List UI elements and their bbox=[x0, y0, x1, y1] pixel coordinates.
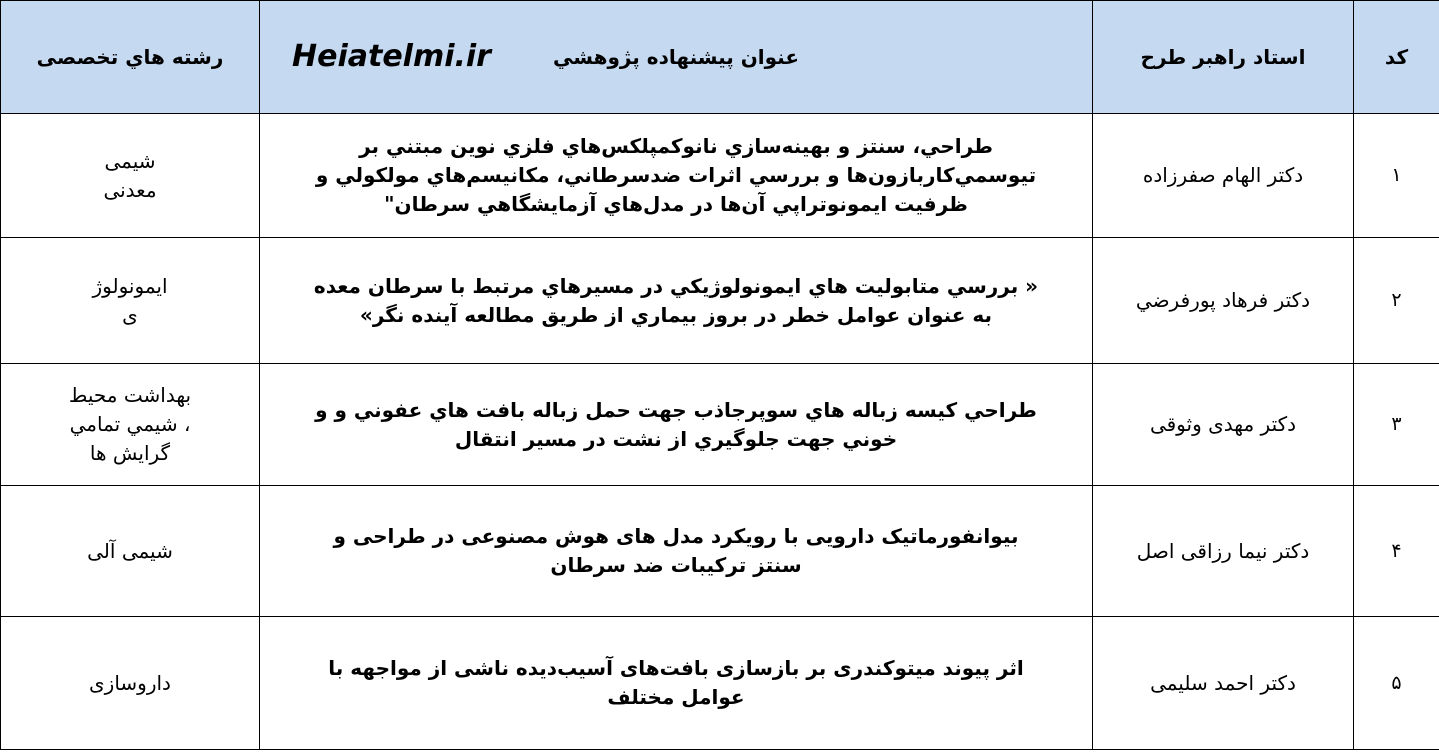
row-field-line: ی bbox=[122, 302, 138, 327]
row-title-line: ظرفيت ايمونوتراپي آن‌ها در مدل‌هاي آزمايشگاهي سرطان" bbox=[384, 192, 968, 216]
row-title-line: خوني جهت جلوگيري از نشت در مسير انتقال bbox=[454, 426, 898, 451]
row-code: ۳ bbox=[1354, 364, 1439, 486]
row-field bbox=[1, 486, 260, 617]
row-code: ۱ bbox=[1354, 114, 1439, 238]
row-field-line: شیمی bbox=[104, 148, 156, 173]
row-field-line: داروسازی bbox=[89, 670, 171, 695]
row-title-line: عوامل مختلف bbox=[607, 685, 745, 709]
row-supervisor: دکتر احمد سلیمی bbox=[1093, 617, 1354, 750]
table-row bbox=[1, 114, 1439, 238]
row-field bbox=[1, 114, 260, 238]
row-title bbox=[260, 486, 1093, 617]
row-title bbox=[260, 238, 1093, 364]
row-field bbox=[1, 364, 260, 486]
row-title-line: به عنوان عوامل خطر در بروز بيماري از طريق مطالعه آينده نگر» bbox=[359, 302, 993, 327]
row-field-line: ، شيمي تمامي bbox=[69, 412, 191, 436]
row-field-line: معدنی bbox=[103, 177, 157, 202]
header-field: رشته هاي تخصصی bbox=[1, 1, 260, 114]
header-title-cell bbox=[260, 1, 1093, 114]
row-title-line: تيوسمي‌کاربازون‌ها و بررسي اثرات ضدسرطاني، مکانيسم‌هاي مولکولي و bbox=[315, 163, 1037, 187]
row-code: ۲ bbox=[1354, 238, 1439, 364]
row-title bbox=[260, 617, 1093, 750]
header-row bbox=[1, 1, 1439, 114]
row-title bbox=[260, 364, 1093, 486]
header-supervisor: استاد راهبر طرح bbox=[1093, 1, 1354, 114]
row-field-line: ایمونولوژ bbox=[92, 273, 168, 298]
row-title bbox=[260, 114, 1093, 238]
row-field bbox=[1, 238, 260, 364]
table-row bbox=[1, 238, 1439, 364]
row-code: ۴ bbox=[1354, 486, 1439, 617]
table-row bbox=[1, 486, 1439, 617]
row-code: ۵ bbox=[1354, 617, 1439, 750]
row-field-line: گرايش ها bbox=[89, 441, 171, 465]
header-title: عنوان پيشنهاده پژوهشي bbox=[552, 45, 800, 69]
header-code: کد bbox=[1354, 1, 1439, 114]
table-row bbox=[1, 617, 1439, 750]
row-supervisor: دکتر مهدی وثوقی bbox=[1093, 364, 1354, 486]
row-title-line: اثر پیوند میتوکندری بر بازسازی بافت‌های آسیب‌دیده ناشی از مواجهه با bbox=[328, 656, 1024, 680]
row-title-line: بیوانفورماتیک دارویی با رویکرد مدل های هوش مصنوعی در طراحی و bbox=[333, 524, 1019, 548]
row-field-line: بهداشت محيط bbox=[68, 383, 192, 407]
row-title-line: سنتز ترکیبات ضد سرطان bbox=[550, 553, 802, 577]
row-field-line: شیمی آلی bbox=[87, 538, 173, 563]
row-title-line: طراحي، سنتز و بهينه‌سازي نانوکمپلکس‌هاي فلزي نوين مبتني بر bbox=[359, 134, 993, 158]
row-supervisor: دکتر فرهاد پورفرضي bbox=[1093, 238, 1354, 364]
row-supervisor: دکتر الهام صفرزاده bbox=[1093, 114, 1354, 238]
row-supervisor: دکتر نیما رزاقی اصل bbox=[1093, 486, 1354, 617]
table-row bbox=[1, 364, 1439, 486]
row-title-line: « بررسي متابوليت هاي ايمونولوژيکي در مسيرهاي مرتبط با سرطان معده bbox=[313, 273, 1039, 298]
row-title-line: طراحي کيسه زباله هاي سوپرجاذب جهت حمل زباله بافت هاي عفوني و و bbox=[315, 397, 1037, 422]
row-field bbox=[1, 617, 260, 750]
watermark-logo: Heiatelmi.ir bbox=[292, 39, 491, 74]
